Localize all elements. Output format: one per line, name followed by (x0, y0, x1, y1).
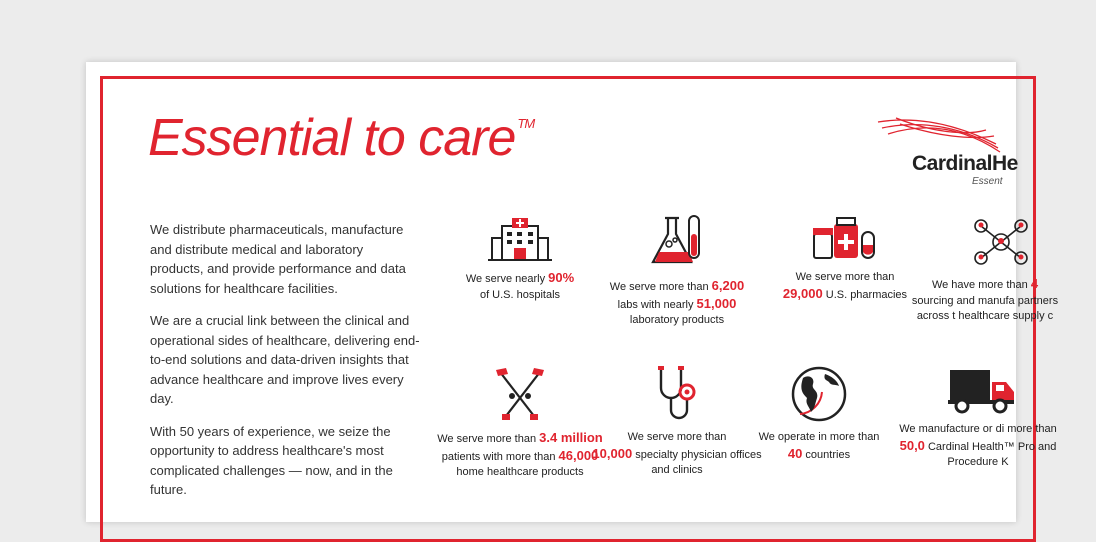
stat-highlight: 50,0 (899, 437, 925, 453)
stat-highlight: 6,200 (711, 278, 745, 293)
title-text: Essential to care (148, 109, 516, 167)
hospital-icon (488, 214, 552, 264)
page-title (148, 108, 534, 168)
crutches-icon (490, 364, 550, 424)
stat-highlight: 46,000 (558, 447, 599, 463)
stat-text: We serve more than 10,000 specialty physician offices and clinics (592, 431, 762, 476)
stat-highlight: 51,000 (696, 295, 737, 311)
stat-highlight: 3.4 million (539, 430, 603, 445)
stat-text: We operate in more than 40 countries (758, 431, 880, 461)
intro-paragraph: With 50 years of experience, we seize the opportunity to address healthcare's most complicated challenges — now, and in the future. (150, 423, 393, 497)
globe-icon (789, 364, 849, 424)
supply-network-icon (969, 214, 1033, 270)
stat-text: We serve more than 29,000 U.S. pharmacies (782, 271, 908, 301)
intro-paragraph: We are a crucial link between the clinical and operational sides of healthcare, delivering end-to-end solutions and data-driven insights that advance healthcare and improve lives every day. (150, 313, 420, 406)
intro-paragraph: We distribute pharmaceuticals, manufacture and distribute medical and laboratory products, and provide performance and data solutions for healthcare facilities. (150, 222, 406, 296)
stat-highlight: 4 (1030, 276, 1039, 291)
stat-highlight: 29,000 (782, 285, 823, 301)
stat-text: We serve nearly 90% of U.S. hospitals (465, 270, 575, 301)
stat-text: We serve more than 3.4 million patients with more than 46,000 home healthcare products (437, 430, 603, 478)
stat-labs (582, 214, 772, 329)
stat-text: We serve more than 6,200 labs with nearly 51,000 laboratory products (609, 278, 745, 326)
stat-supply-network (906, 214, 1096, 325)
logo-wordmark: CardinalHe (912, 152, 1018, 175)
truck-icon (946, 364, 1016, 416)
logo-tagline: Essent (972, 176, 1003, 187)
stat-text: We manufacture or di more than 50,0 Cardinal Health™ Pro and Procedure K (899, 423, 1057, 468)
stat-highlight: 10,000 (592, 445, 633, 461)
stat-highlight: 40 (787, 445, 803, 461)
stat-products (886, 364, 1076, 471)
stethoscope-icon (647, 364, 707, 424)
intro-text (150, 220, 420, 513)
lab-flask-icon (645, 214, 709, 272)
cardinal-health-logo (876, 114, 1036, 194)
brochure-page (86, 62, 1059, 522)
stat-text: We have more than 4 sourcing and manufa partners across t healthcare supply c (911, 276, 1059, 322)
stat-highlight: 90% (548, 270, 575, 285)
trademark-mark: TM (517, 116, 535, 131)
pharmacy-pills-icon (810, 214, 880, 264)
